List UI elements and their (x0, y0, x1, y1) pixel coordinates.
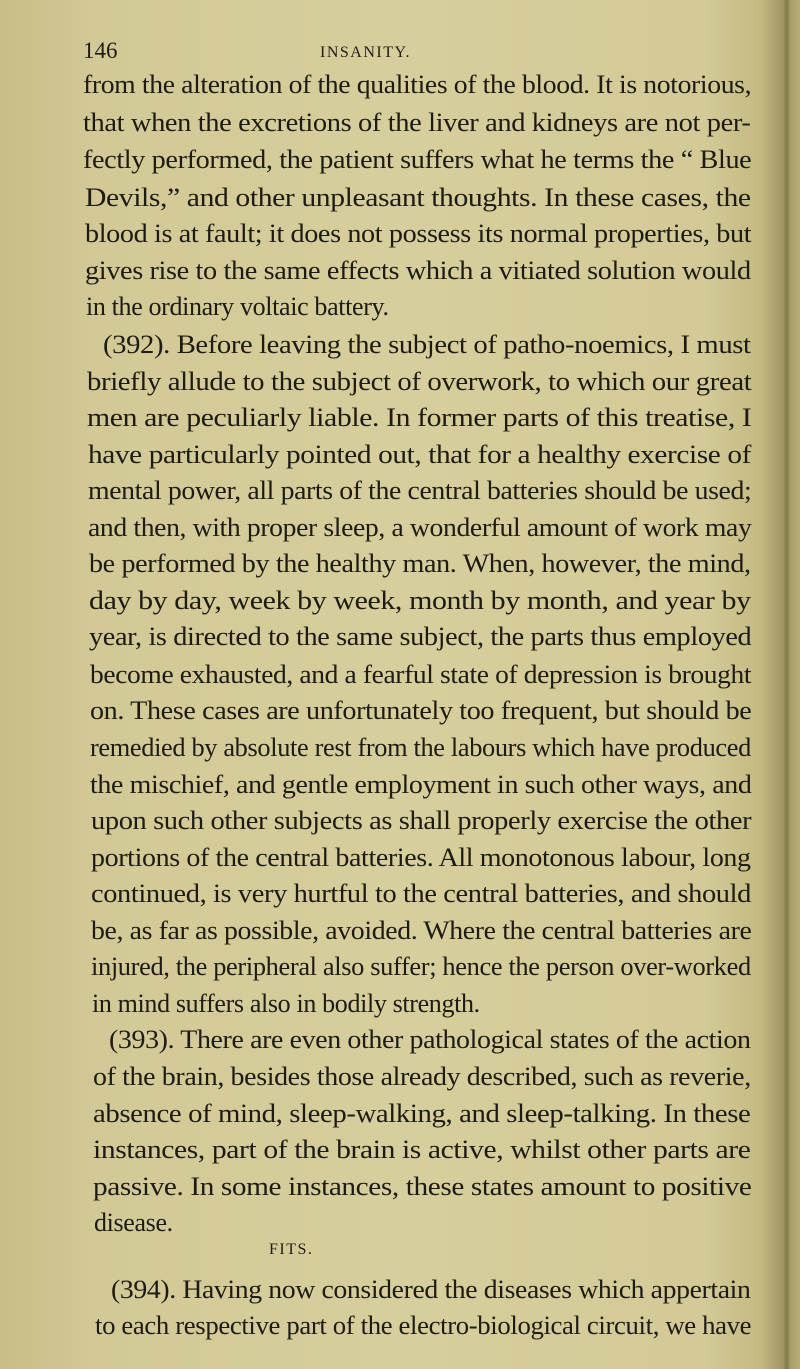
text-line: (392). Before leaving the subject of patho-noemics, I must (103, 329, 751, 359)
text-line: men are peculiarly liable. In former parts of this treatise, I (87, 403, 752, 433)
text-line: day by day, week by week, month by month, and year by (89, 585, 751, 615)
text-line: portions of the central batteries. All monotonous labour, long (91, 842, 751, 872)
text-line: have particularly pointed out, that for a healthy exercise of (88, 439, 751, 469)
text-line: on. These cases are unfortunately too frequent, but should be (90, 696, 752, 726)
text-line: mental power, all parts of the central batteries should be used; (88, 476, 752, 506)
page-edge-shadow (784, 0, 790, 1369)
text-line: the mischief, and gentle employment in such other ways, and (90, 769, 752, 799)
text-line: Devils,” and other unpleasant thoughts. In these cases, the (85, 182, 751, 212)
text-line: be performed by the healthy man. When, however, the mind, (89, 549, 751, 579)
text-line: remedied by absolute rest from the labours which have produced (90, 733, 751, 763)
text-line: be, as far as possible, avoided. Where the central batteries are (91, 915, 752, 945)
text-line: become exhausted, and a fearful state of depression is brought (90, 659, 752, 689)
text-line: that when the excretions of the liver and kidneys are not per- (83, 107, 751, 137)
running-title: INSANITY. (320, 44, 411, 61)
text-line: year, is directed to the same subject, the parts thus employed (89, 622, 752, 652)
text-line: absence of mind, sleep-walking, and sleep-talking. In these (93, 1098, 751, 1128)
text-line: disease. (94, 1208, 173, 1238)
text-line: injured, the peripheral also suffer; hence the person over-worked (91, 952, 751, 982)
text-line: in the ordinary voltaic battery. (86, 292, 389, 322)
text-line: instances, part of the brain is active, whilst other parts are (93, 1135, 751, 1165)
section-heading-fits: FITS. (269, 1240, 314, 1258)
text-line: to each respective part of the electro-biological circuit, we have (95, 1311, 752, 1341)
text-line: of the brain, besides those already described, such as reverie, (93, 1062, 751, 1092)
text-line: blood is at fault; it does not possess its normal properties, but (85, 219, 752, 249)
page-number: 146 (83, 38, 118, 63)
text-line: continued, is very hurtful to the central batteries, and should (91, 879, 751, 909)
text-line: briefly allude to the subject of overwork, to which our great (87, 366, 752, 396)
text-line: (394). Having now considered the diseases which appertain (111, 1274, 751, 1304)
text-line: from the alteration of the qualities of the blood. It is notorious, (83, 70, 752, 100)
text-line: upon such other subjects as shall properly exercise the other (91, 806, 752, 836)
text-line: fectly performed, the patient suffers what he terms the “ Blue (83, 145, 752, 175)
text-line: (393). There are even other pathological states of the action (109, 1025, 751, 1055)
text-line: passive. In some instances, these states amount to positive (93, 1171, 752, 1201)
text-line: in mind suffers also in bodily strength. (92, 988, 480, 1018)
text-line: and then, with proper sleep, a wonderful amount of work may (88, 512, 752, 542)
text-line: gives rise to the same effects which a vitiated solution would (85, 255, 751, 285)
running-head (83, 38, 753, 68)
